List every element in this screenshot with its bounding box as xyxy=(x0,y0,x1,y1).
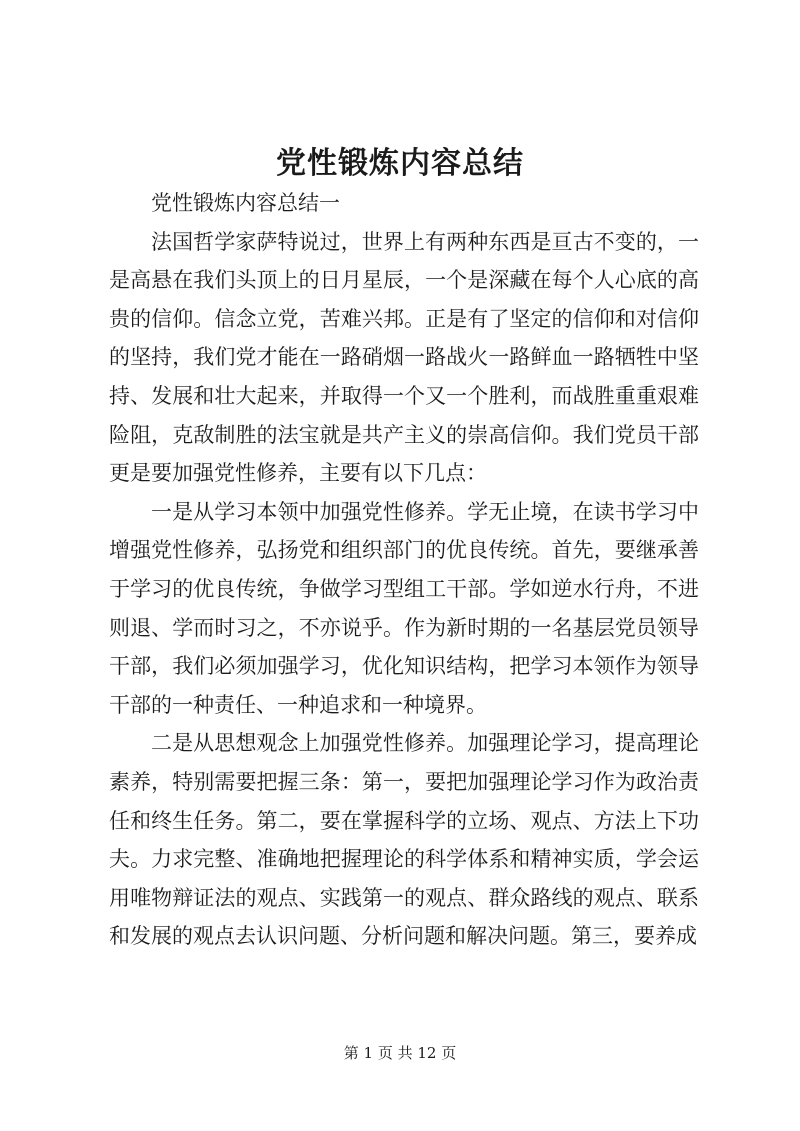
page-number-footer: 第 1 页 共 12 页 xyxy=(343,1044,457,1062)
paragraph-intro: 法国哲学家萨特说过，世界上有两种东西是亘古不变的，一是高悬在我们头顶上的日月星辰，一个是深藏在每个人心底的高贵的信仰。信念立党，苦难兴邦。正是有了坚定的信仰和对信仰的坚持，我们党才能在一路硝烟一路战火一路鲜血一路牺牲中坚持、发展和壮大起来，并取得一个又一个胜利，而战胜重重艰难险阻，克敌制胜的法宝就是共产主义的崇高信仰。我们党员干部更是要加强党性修养，主要有以下几点： xyxy=(109,229,699,486)
document-body xyxy=(109,184,699,956)
document-title: 党性锻炼内容总结 xyxy=(276,146,524,181)
section-heading: 党性锻炼内容总结一 xyxy=(151,191,340,215)
paragraph-point-one: 一是从学习本领中加强党性修养。学无止境，在读书学习中增强党性修养，弘扬党和组织部门的优良传统。首先，要继承善于学习的优良传统，争做学习型组工干部。学如逆水行舟，不进则退、学而时习之，不亦说乎。作为新时期的一名基层党员领导干部，我们必须加强学习，优化知识结构，把学习本领作为领导干部的一种责任、一种追求和一种境界。 xyxy=(109,499,699,717)
paragraph-point-two: 二是从思想观念上加强党性修养。加强理论学习，提高理论素养，特别需要把握三条：第一，要把加强理论学习作为政治责任和终生任务。第二，要在掌握科学的立场、观点、方法上下功夫。力求完整、准确地把握理论的科学体系和精神实质，学会运用唯物辩证法的观点、实践第一的观点、群众路线的观点、联系和发展的观点去认识问题、分析问题和解决问题。第三，要养成 xyxy=(109,731,699,949)
